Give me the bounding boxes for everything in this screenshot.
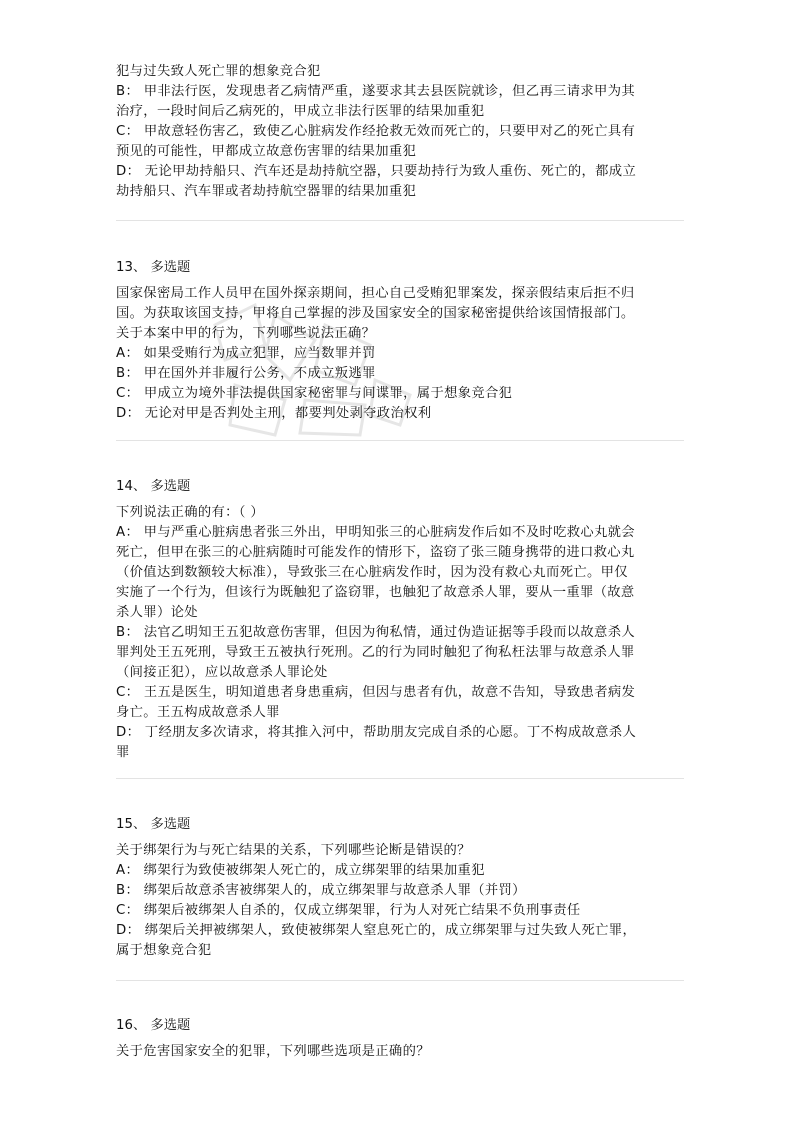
option-d: D： 无论甲劫持船只、汽车还是劫持航空器，只要劫持行为致人重伤、死亡的，都成立 (116, 164, 637, 179)
text-line: 犯与过失致人死亡罪的想象竞合犯 (116, 64, 321, 79)
question-15 (116, 815, 696, 961)
divider (116, 778, 684, 779)
question-header: 16、 多选题 (116, 1018, 191, 1033)
option-a: A： 如果受贿行为成立犯罪，应当数罪并罚 (116, 346, 376, 361)
question-stem: 下列说法正确的有：（ ） (116, 505, 265, 520)
question-header: 14、 多选题 (116, 479, 191, 494)
option-c: C： 王五是医生，明知道患者身患重病，但因与患者有仇，故意不告知，导致患者病发 (116, 685, 636, 700)
question-header: 15、 多选题 (116, 817, 191, 832)
text-line: 罪判处王五死刑，导致王五被执行死刑。乙的行为同时触犯了徇私枉法罪与故意杀人罪 (116, 645, 635, 660)
option-d: D： 绑架后关押被绑架人，致使被绑架人窒息死亡的，成立绑架罪与过失致人死亡罪， (116, 923, 637, 938)
text-line: 身亡。王五构成故意杀人罪 (116, 705, 280, 720)
option-b: B： 甲非法行医，发现患者乙病情严重，遂要求其去县医院就诊，但乙再三请求甲为其 (116, 84, 635, 99)
option-a: A： 绑架行为致使被绑架人死亡的，成立绑架罪的结果加重犯 (116, 863, 485, 878)
question-16 (116, 1016, 696, 1062)
text-line: 预见的可能性，甲都成立故意伤害罪的结果加重犯 (116, 144, 417, 159)
text-line: 属于想象竞合犯 (116, 943, 212, 958)
option-b: B： 甲在国外并非履行公务，不成立叛逃罪 (116, 366, 376, 381)
question-stem: 国。为获取该国支持，甲将自己掌握的涉及国家安全的国家秘密提供给该国情报部门。 (116, 306, 635, 321)
text-line: （价值达到数额较大标准），导致张三在心脏病发作时，因为没有救心丸而死亡。甲仅 (116, 565, 628, 580)
question-14 (116, 477, 696, 763)
text-line: 死亡，但甲在张三的心脏病随时可能发作的情形下，盗窃了张三随身携带的进口救心丸 (116, 545, 635, 560)
question-stem: 关于危害国家安全的犯罪，下列哪些选项是正确的？ (116, 1044, 430, 1059)
option-b: B： 绑架后故意杀害被绑架人的，成立绑架罪与故意杀人罪（并罚） (116, 883, 526, 898)
text-line: 实施了一个行为，但该行为既触犯了盗窃罪，也触犯了故意杀人罪，要从一重罪（故意 (116, 585, 635, 600)
question-13 (116, 258, 696, 424)
option-a: A： 甲与严重心脏病患者张三外出，甲明知张三的心脏病发作后如不及时吃救心丸就会 (116, 525, 635, 540)
question-header: 13、 多选题 (116, 260, 191, 275)
text-line: 杀人罪）论处 (116, 605, 198, 620)
option-c: C： 甲成立为境外非法提供国家秘密罪与间谍罪，属于想象竞合犯 (116, 386, 513, 401)
text-line: 罪 (116, 745, 130, 760)
option-c: C： 甲故意轻伤害乙，致使乙心脏病发作经抢救无效而死亡的，只要甲对乙的死亡具有 (116, 124, 636, 139)
text-line: 劫持船只、汽车罪或者劫持航空器罪的结果加重犯 (116, 184, 417, 199)
question-stem: 关于本案中甲的行为，下列哪些说法正确？ (116, 326, 376, 341)
question-stem: 国家保密局工作人员甲在国外探亲期间，担心自己受贿犯罪案发，探亲假结束后拒不归 (116, 286, 635, 301)
previous-question-continuation (116, 62, 696, 202)
option-d: D： 丁经朋友多次请求，将其推入河中，帮助朋友完成自杀的心愿。丁不构成故意杀人 (116, 725, 637, 740)
divider (116, 220, 684, 221)
question-stem: 关于绑架行为与死亡结果的关系，下列哪些论断是错误的？ (116, 843, 471, 858)
divider (116, 440, 684, 441)
text-line: （间接正犯），应以故意杀人罪论处 (116, 665, 328, 680)
option-b: B： 法官乙明知王五犯故意伤害罪，但因为徇私情，通过伪造证据等手段而以故意杀人 (116, 625, 635, 640)
option-c: C： 绑架后被绑架人自杀的，仅成立绑架罪，行为人对死亡结果不负刑事责任 (116, 903, 581, 918)
option-d: D： 无论对甲是否判处主刑，都要判处剥夺政治权利 (116, 406, 432, 421)
divider (116, 980, 684, 981)
text-line: 治疗，一段时间后乙病死的，甲成立非法行医罪的结果加重犯 (116, 104, 485, 119)
